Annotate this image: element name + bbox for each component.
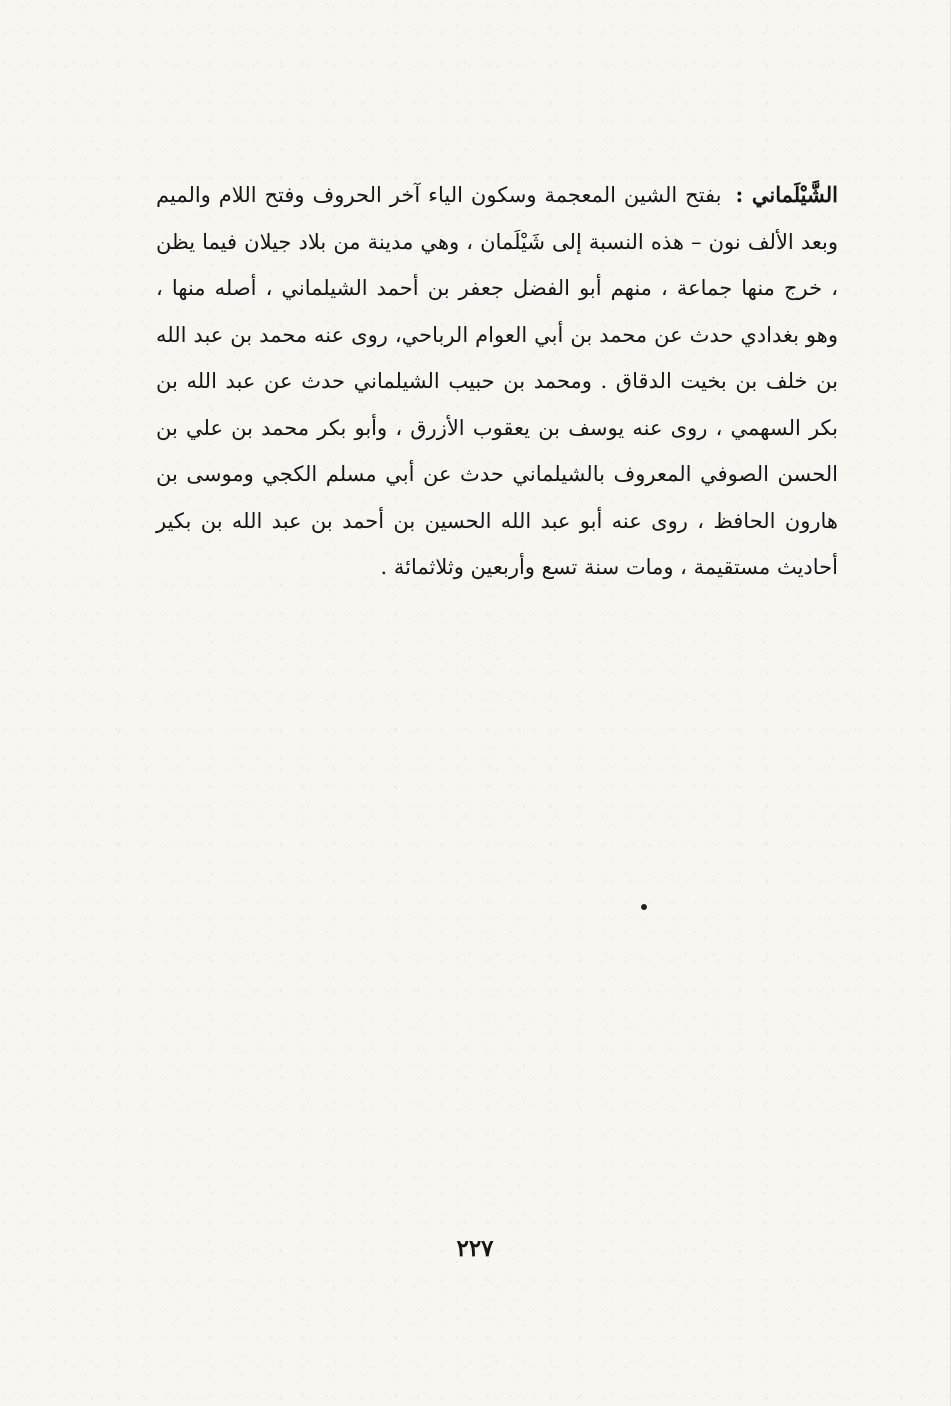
entry-paragraph — [156, 172, 838, 591]
entry-headword: الشَّيْلَماني : — [735, 182, 838, 207]
page-number: ٢٢٧ — [456, 1235, 494, 1262]
entry-body: بفتح الشين المعجمة وسكون الياء آخر الحروف وفتح اللام والميم وبعد الألف نون – هذه النسبة إلى شَيْلَمان ، وهي مدينة من بلاد جيلان فيما يظن ، خرج منها جماعة ، منهم أبو الفضل جعفر بن أحمد الشيلماني ، أصله منها ، وهو بغدادي حدث عن محمد بن أبي العوام الرباحي، روى عنه محمد بن عبد الله بن خلف بن بخيت الدقاق . ومحمد بن حبيب الشيلماني حدث عن عبد الله بن بكر السهمي ، روى عنه يوسف بن يعقوب الأزرق ، وأبو بكر محمد بن علي بن الحسن الصوفي المعروف بالشيلماني حدث عن أبي مسلم الكجي وموسى بن هارون الحافظ ، روى عنه أبو عبد الله الحسين بن أحمد بن عبد الله بن بكير أحاديث مستقيمة ، ومات سنة تسع وأربعين وثلاثمائة . — [156, 183, 838, 579]
ink-speck — [641, 904, 647, 910]
